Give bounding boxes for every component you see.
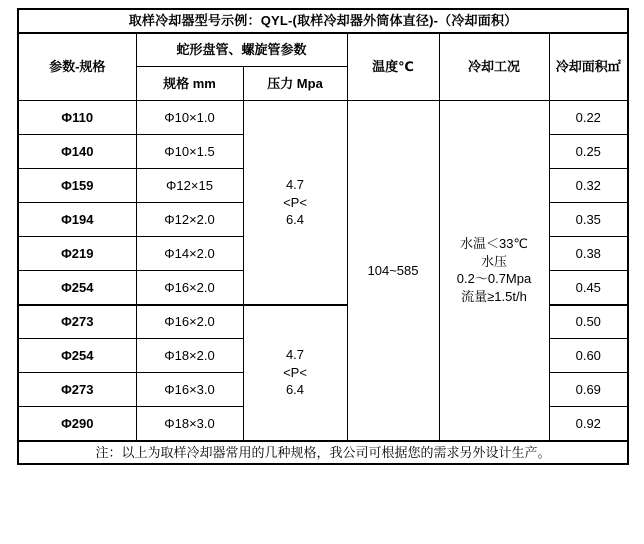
- header-temperature: 温度℃: [347, 33, 439, 101]
- document-title: 取样冷却器型号示例：QYL-(取样冷却器外筒体直径)-（冷却面积）: [18, 9, 628, 33]
- coil-size-value: Φ18×3.0: [136, 407, 243, 441]
- cooling-area-value: 0.22: [549, 101, 628, 135]
- pressure-line-max: 6.4: [285, 382, 305, 398]
- cooling-area-value: 0.32: [549, 169, 628, 203]
- header-cooling-area: 冷却面积㎡: [549, 33, 628, 101]
- pressure-line-min: 4.7: [285, 176, 305, 192]
- condition-line-water-temp: 水温＜33℃: [459, 236, 529, 252]
- model-value: Φ254: [18, 271, 136, 305]
- header-coil-group: 蛇形盘管、螺旋管参数: [136, 33, 347, 67]
- header-row-1: [18, 33, 628, 67]
- model-value: Φ254: [18, 339, 136, 373]
- header-size-mm: 规格 mm: [136, 67, 243, 101]
- coil-size-value: Φ14×2.0: [136, 237, 243, 271]
- condition-line-water-pressure: 水压: [480, 253, 507, 269]
- header-cooling-condition: 冷却工况: [439, 33, 549, 101]
- coil-size-value: Φ12×2.0: [136, 203, 243, 237]
- cooling-area-value: 0.38: [549, 237, 628, 271]
- pressure-line-op: <P<: [283, 194, 307, 210]
- coil-size-value: Φ16×2.0: [136, 271, 243, 305]
- coil-size-value: Φ12×15: [136, 169, 243, 203]
- coil-size-value: Φ10×1.5: [136, 135, 243, 169]
- coil-size-value: Φ16×3.0: [136, 373, 243, 407]
- cooling-area-value: 0.60: [549, 339, 628, 373]
- temperature-value: 104~585: [347, 101, 439, 441]
- condition-line-flow: 流量≥1.5t/h: [461, 288, 527, 304]
- model-value: Φ140: [18, 135, 136, 169]
- pressure-line-op: <P<: [283, 364, 307, 380]
- table-title-row: [18, 9, 628, 33]
- table-note-row: [18, 441, 628, 465]
- pressure-line-max: 6.4: [285, 212, 305, 228]
- coil-size-value: Φ18×2.0: [136, 339, 243, 373]
- cooling-area-value: 0.35: [549, 203, 628, 237]
- cooling-area-value: 0.50: [549, 305, 628, 339]
- model-value: Φ219: [18, 237, 136, 271]
- condition-line-pressure-range: 0.2～0.7Mpa: [456, 271, 532, 287]
- header-pressure-mpa: 压力 Mpa: [243, 67, 347, 101]
- coil-size-value: Φ10×1.0: [136, 101, 243, 135]
- document-note: 注：以上为取样冷却器常用的几种规格，我公司可根据您的需求另外设计生产。: [18, 441, 628, 465]
- cooling-area-value: 0.25: [549, 135, 628, 169]
- specification-table: [17, 8, 629, 465]
- cooling-area-value: 0.92: [549, 407, 628, 441]
- model-value: Φ273: [18, 373, 136, 407]
- model-value: Φ110: [18, 101, 136, 135]
- pressure-group-2: [243, 305, 347, 441]
- pressure-group-1: [243, 101, 347, 305]
- model-value: Φ273: [18, 305, 136, 339]
- model-value: Φ159: [18, 169, 136, 203]
- pressure-line-min: 4.7: [285, 347, 305, 363]
- cooling-condition-value: [439, 101, 549, 441]
- model-value: Φ290: [18, 407, 136, 441]
- header-param-spec: 参数-规格: [18, 33, 136, 101]
- coil-size-value: Φ16×2.0: [136, 305, 243, 339]
- document-page: [0, 8, 644, 544]
- cooling-area-value: 0.45: [549, 271, 628, 305]
- model-value: Φ194: [18, 203, 136, 237]
- cooling-area-value: 0.69: [549, 373, 628, 407]
- table-row: [18, 101, 628, 135]
